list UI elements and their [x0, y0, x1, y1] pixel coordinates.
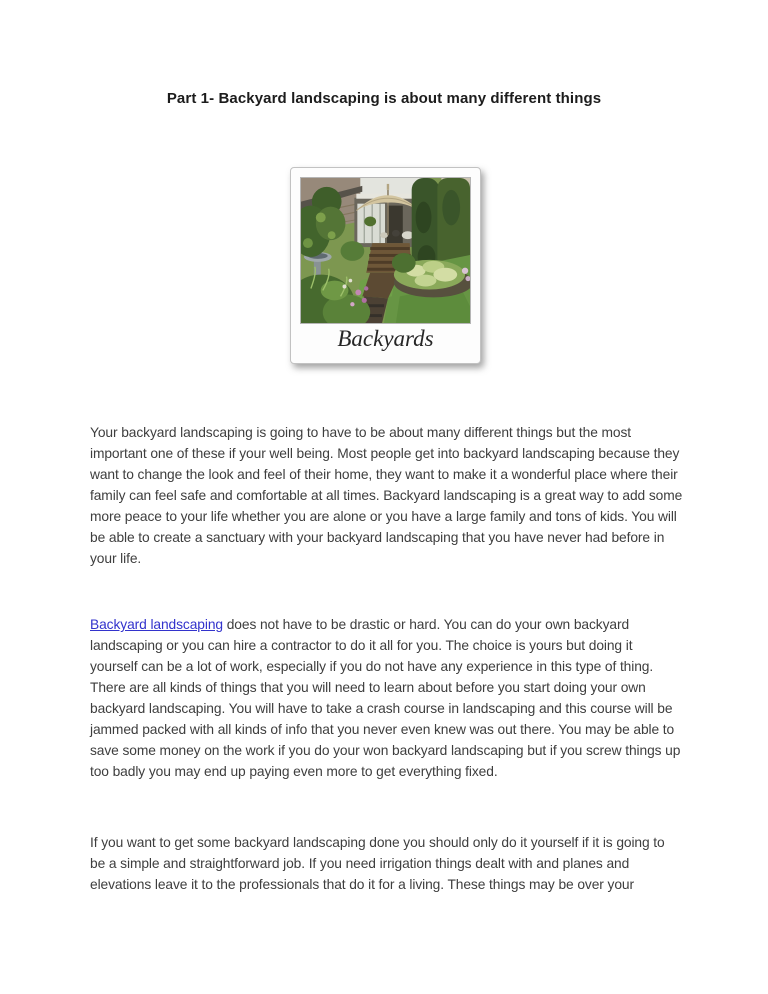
paragraph-2 [90, 614, 683, 782]
backyard-landscaping-link[interactable]: Backyard landscaping [90, 617, 223, 632]
backyard-photo-frame [290, 167, 481, 364]
paragraph-3: If you want to get some backyard landscaping done you should only do it yourself if it is going to be a simple and straightforward job. If you need irrigation things dealt with and planes and elevations leave it to the professionals that do it for a living. These things may be over your [90, 835, 665, 892]
page-title: Part 1- Backyard landscaping is about many different things [166, 90, 602, 107]
backyard-photo [300, 177, 471, 324]
photo-caption: Backyards [337, 326, 434, 351]
paragraph-2-text: does not have to be drastic or hard. You can do your own backyard landscaping or you can hire a contractor to do it all for you. The choice is yours but doing it yourself can be a lot of work, especially if you do not have any experience in this type of thing. There are all kinds of things that you will need to learn about before you start doing your own backyard landscaping. You will have to take a crash course in landscaping and this course will be jammed packed with all kinds of info that you never even knew was out there. You may be able to save some money on the work if you do your won backyard landscaping but if you screw things up too badly you may end up paying even more to get everything fixed. [90, 617, 681, 779]
paragraph-1: Your backyard landscaping is going to have to be about many different things but the most important one of these if your well being. Most people get into backyard landscaping because they want to change the look and feel of their home, they want to make it a wonderful place where their family can feel safe and comfortable at all times. Backyard landscaping is a great way to add some more peace to your life whether you are alone or you have a large family and tons of kids. You will be able to create a sanctuary with your backyard landscaping that you have never had before in your life. [90, 425, 683, 566]
backyard-photo-illustration [301, 178, 470, 323]
